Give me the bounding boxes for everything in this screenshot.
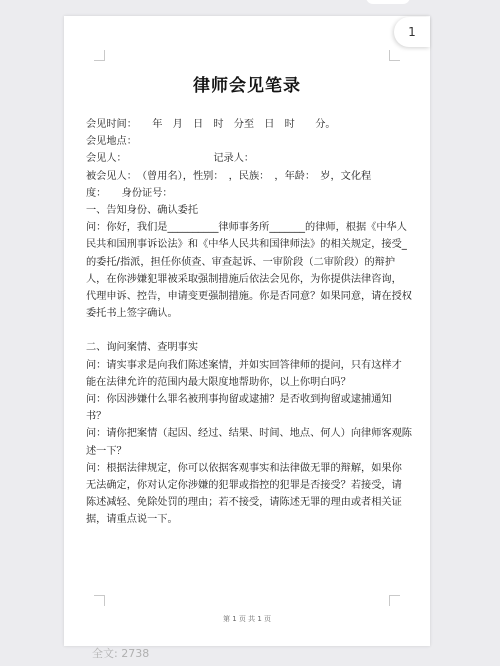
word-count-label: 全文: 2738 xyxy=(92,647,150,660)
page-number-badge[interactable]: 1 xyxy=(394,17,430,47)
blank-line xyxy=(86,322,416,339)
margin-mark-bottom-left xyxy=(94,595,105,606)
body-line: 问：根据法律规定，你可以依据客观事实和法律做无罪的辩解，如果你 xyxy=(86,462,402,474)
body-line: 的委托/指派，担任你侦查、审查起诉、一审阶段（二审阶段）的辩护 xyxy=(86,256,396,268)
top-toolbar-strip xyxy=(0,0,500,16)
body-line: 书？ xyxy=(86,411,107,423)
margin-mark-bottom-right xyxy=(389,595,400,606)
margin-mark-top-right xyxy=(389,50,400,61)
body-line: 陈述减轻、免除处罚的理由；若不接受，请陈述无罪的理由或者相关证 xyxy=(86,497,402,509)
body-line: 会见地点： xyxy=(86,136,137,148)
body-line: 无法确定，你对认定你涉嫌的犯罪或指控的犯罪是否接受？若接受，请 xyxy=(86,479,402,491)
body-line: 二、询问案情、查明事实 xyxy=(86,342,199,354)
body-line: 问：你好，我们是__________律师事务所_______的律师，根据《中华人 xyxy=(86,222,407,234)
body-line: 代理申诉、控告，申请变更强制措施。你是否同意？如果同意，请在授权 xyxy=(86,290,412,302)
page-footer: 第 1 页 共 1 页 xyxy=(222,615,272,623)
body-line: 人，在你涉嫌犯罪被采取强制措施后依法会见你，为你提供法律咨询， xyxy=(86,273,402,285)
body-line: 能在法律允许的范围内最大限度地帮助你，以上你明白吗？ xyxy=(86,376,351,388)
body-line: 会见时间： 年 月 日 时 分至 日 时 分。 xyxy=(86,119,336,130)
body-line: 被会见人： （曾用名），性别： ，民族： ，年龄： 岁，文化程 xyxy=(86,170,372,182)
body-line: 据，请重点说一下。 xyxy=(86,514,178,526)
body-line: 述一下？ xyxy=(86,445,127,457)
document-title: 律师会见笔录 xyxy=(193,76,301,96)
body-line: 会见人： 记录人： xyxy=(86,153,255,165)
body-line: 问：请实事求是向我们陈述案情，并如实回答律师的提问，只有这样才 xyxy=(86,359,402,371)
margin-mark-top-left xyxy=(94,50,105,61)
body-line: 委托书上签字确认。 xyxy=(86,308,178,320)
document-page xyxy=(64,16,430,646)
body-line: 问：请你把案情（起因、经过、结果、时间、地点、何人）向律师客观陈 xyxy=(86,428,412,440)
body-line: 问：你因涉嫌什么罪名被刑事拘留或逮捕？是否收到拘留或逮捕通知 xyxy=(86,394,392,405)
document-body xyxy=(86,116,416,529)
body-line: 度： 身份证号： xyxy=(86,187,173,199)
toolbar-button[interactable] xyxy=(366,0,410,4)
body-line: 一、告知身份、确认委托 xyxy=(86,204,199,216)
body-line: 民共和国刑事诉讼法》和《中华人民共和国律师法》的相关规定，接受_ xyxy=(86,239,407,251)
